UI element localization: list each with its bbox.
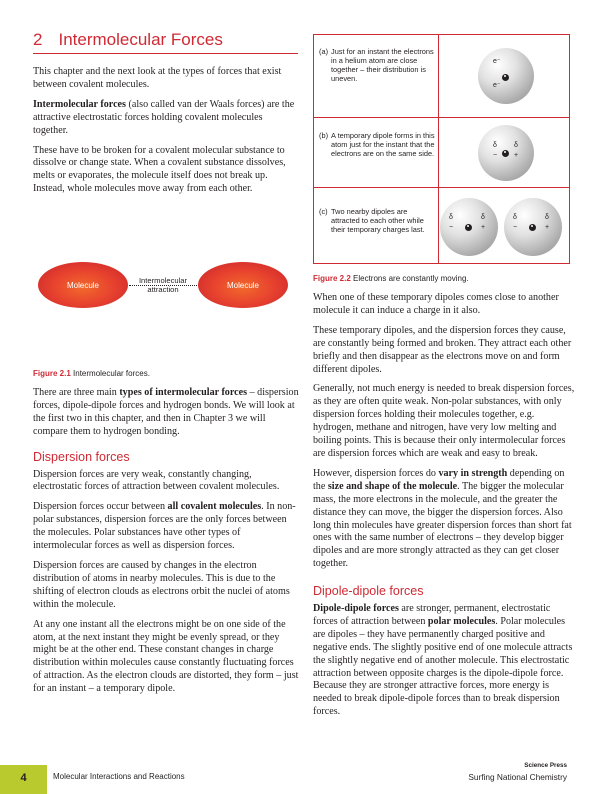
title-rule — [33, 53, 298, 54]
figure-2-2-number: Figure 2.2 — [313, 274, 351, 283]
plus-sign: + — [481, 224, 486, 231]
delta-neg: δ — [449, 214, 453, 221]
page-number: 4 — [20, 772, 27, 784]
dipole-p1: are stronger, permanent, electrostatic forces of attraction between — [313, 603, 551, 627]
intro-paragraph: This chapter and the next look at the types of forces that exist between covalent molecules. — [33, 66, 282, 90]
chapter-title — [33, 30, 298, 50]
left-column-body — [33, 387, 299, 703]
figure-2-1-number: Figure 2.1 — [33, 369, 71, 378]
panel-b — [314, 118, 569, 188]
delta-pos: δ — [514, 142, 518, 149]
electron-label-bottom: e⁻ — [493, 82, 501, 89]
dipole-term: Dipole-dipole forces — [313, 603, 399, 615]
p4-pre: However, dispersion forces do — [313, 467, 439, 479]
dispersion-paragraph-1: Dispersion forces are very weak, constantly changing, electrostatic forces of attraction between covalent molecules. — [33, 468, 280, 493]
minus-sign: − — [449, 224, 454, 231]
p4-post: . The bigger the molecular mass, the more electrons in the molecule, and the greater the distance they can move, the bigger the dispersion forces. Also long thin molecules have greater dispersion forces than short fat ones with the same number of electrons – they develop bigger dipoles and are more strongly attracted as they can get closer together. — [313, 480, 572, 570]
chapter-number: 2 — [33, 30, 43, 49]
definition-term: Intermolecular forces — [33, 98, 126, 110]
right-column-body — [313, 292, 577, 726]
panel-c-description — [319, 207, 437, 234]
delta-pos: δ — [481, 214, 485, 221]
panel-a-text: Just for an instant the electrons in a helium atom are close together – their distribution is uneven. — [331, 47, 434, 83]
definition-paragraph — [33, 99, 299, 138]
electron-label-top: e⁻ — [493, 58, 501, 65]
p4-bold1: vary in strength — [438, 467, 508, 479]
dispersion-p2-bold: all covalent molecules — [167, 501, 262, 513]
dipole-paragraph — [313, 603, 577, 719]
delta-neg: δ — [493, 142, 497, 149]
panel-c-text: Two nearby dipoles are attracted to each other while their temporary charges last. — [331, 207, 425, 234]
dispersion-heading: Dispersion forces — [33, 449, 130, 464]
dispersion-paragraph-4: At any one instant all the electrons might be on one side of the atom, at the next instant they might be evenly spread, or they might be at the other end. These constant changes in charge distribution within molecules cause constantly fluctuating forces of attraction. As the electron clouds are distorted, they form – just for an instant – a temporary dipole. — [33, 618, 299, 695]
dipole-sphere-right — [504, 198, 562, 256]
panel-b-text: A temporary dipole forms in this atom just for the instant that the electrons are on the same side. — [331, 131, 435, 158]
chapter-name: Intermolecular Forces — [58, 30, 223, 49]
figure-electrons-moving — [313, 34, 570, 264]
dispersion-paragraph-2 — [33, 501, 299, 553]
minus-sign: − — [513, 224, 518, 231]
panel-a-letter: (a) — [319, 47, 329, 56]
footer-book-title: Molecular Interactions and Reactions — [53, 772, 185, 781]
delta-neg: δ — [513, 214, 517, 221]
figure-2-1-caption — [33, 369, 150, 378]
figure-2-2-caption-text: Electrons are constantly moving. — [350, 274, 469, 283]
panel-a — [314, 35, 569, 118]
figure-intermolecular-forces — [36, 262, 298, 312]
nucleus — [502, 74, 509, 81]
dispersion-paragraph-3: Dispersion forces are caused by changes in the electron distribution of atoms in nearby molecules. This is due to the shifting of electron clouds as electrons orbit the nuclei of atoms within the molecule. — [33, 559, 290, 610]
plus-sign: + — [545, 224, 550, 231]
panel-b-letter: (b) — [319, 131, 329, 140]
types-pre: There are three main — [33, 387, 120, 398]
dispersion-p2-post: . In non-polar substances, dispersion forces are the only forces between the molecules. Polar substances have other types of intermolecular forces as well as dispersion forces. — [33, 501, 296, 552]
panel-b-description — [319, 131, 437, 158]
nucleus — [529, 224, 536, 231]
plus-sign: + — [514, 152, 519, 159]
molecule-left — [38, 262, 128, 308]
types-bold: types of intermolecular forces — [119, 387, 248, 398]
right-paragraph-3: Generally, not much energy is needed to break dispersion forces, as they are often quite weak. Non-polar substances, with only dispersion forces holding their molecules together, e.g. hydrogen, methane and nitrogen, have very low melting and boiling points. This is because their only intermolecular forces are dispersion forces which are weak and easy to break. — [313, 383, 575, 459]
attraction-label-line2: attraction — [147, 285, 179, 294]
dipole-bold: polar molecules — [427, 615, 496, 627]
attraction-label-line1: Intermolecular — [138, 276, 188, 285]
panel-a-description — [319, 47, 437, 83]
panel-c-letter: (c) — [319, 207, 328, 216]
figure-2-2-caption — [313, 274, 469, 283]
dipole-heading: Dipole-dipole forces — [313, 584, 424, 599]
molecule-right — [198, 262, 288, 308]
nucleus — [465, 224, 472, 231]
dispersion-p2-pre: Dispersion forces occur between — [33, 501, 168, 513]
right-paragraph-1: When one of these temporary dipoles comes close to another molecule it can induce a charge in it also. — [313, 292, 559, 316]
minus-sign: − — [493, 152, 498, 159]
definition-rest: (also called van der Waals forces) are the attractive electrostatic forces holding covalent molecules together. — [33, 98, 295, 136]
types-post: – dispersion forces, dipole-dipole forces and hydrogen bonds. We will look at the first two in this chapter, and then in Chapter 3 we will compare them to hydrogen bonding. — [33, 387, 299, 437]
nucleus — [502, 150, 509, 157]
break-paragraph: These have to be broken for a covalent molecular substance to dissolve or change state. When a covalent substance dissolves, melts or evaporates, the molecule itself does not break up. Instead, whole molecules move away from each other. — [33, 144, 286, 195]
figure-2-1-caption-text: Intermolecular forces. — [70, 369, 150, 378]
right-paragraph-2: These temporary dipoles, and the dispersion forces they cause, are constantly being formed and broken. They attract each other briefly and then disappear as the electrons move on and form different dipoles. — [313, 324, 572, 375]
dipole-p2: . Polar molecules are dipoles – they have permanently charged positive and negative ends. The slightly positive end of one molecule attracts the slightly negative end of another molecule. This electrostatic attraction between opposite charges is the dipole-dipole force. Because they are stronger attractive forces, more energy is needed to break dipole-dipole forces than to break dispersion forces. — [313, 615, 573, 718]
footer-publisher: Science Press — [524, 762, 567, 769]
panel-c — [314, 188, 569, 264]
types-paragraph — [33, 387, 299, 439]
delta-pos: δ — [545, 214, 549, 221]
molecule-right-label: Molecule — [226, 280, 259, 290]
right-paragraph-4 — [313, 468, 577, 571]
molecule-left-label: Molecule — [66, 280, 99, 290]
p4-bold2: size and shape of the molecule — [327, 480, 458, 492]
p4-mid: depending on the — [313, 467, 565, 492]
footer-series: Surfing National Chemistry — [468, 772, 567, 782]
dipole-atom-sphere — [478, 125, 534, 181]
left-column-intro — [33, 66, 299, 203]
attraction-label — [132, 276, 194, 294]
dipole-sphere-left — [440, 198, 498, 256]
helium-atom-sphere — [478, 48, 534, 104]
